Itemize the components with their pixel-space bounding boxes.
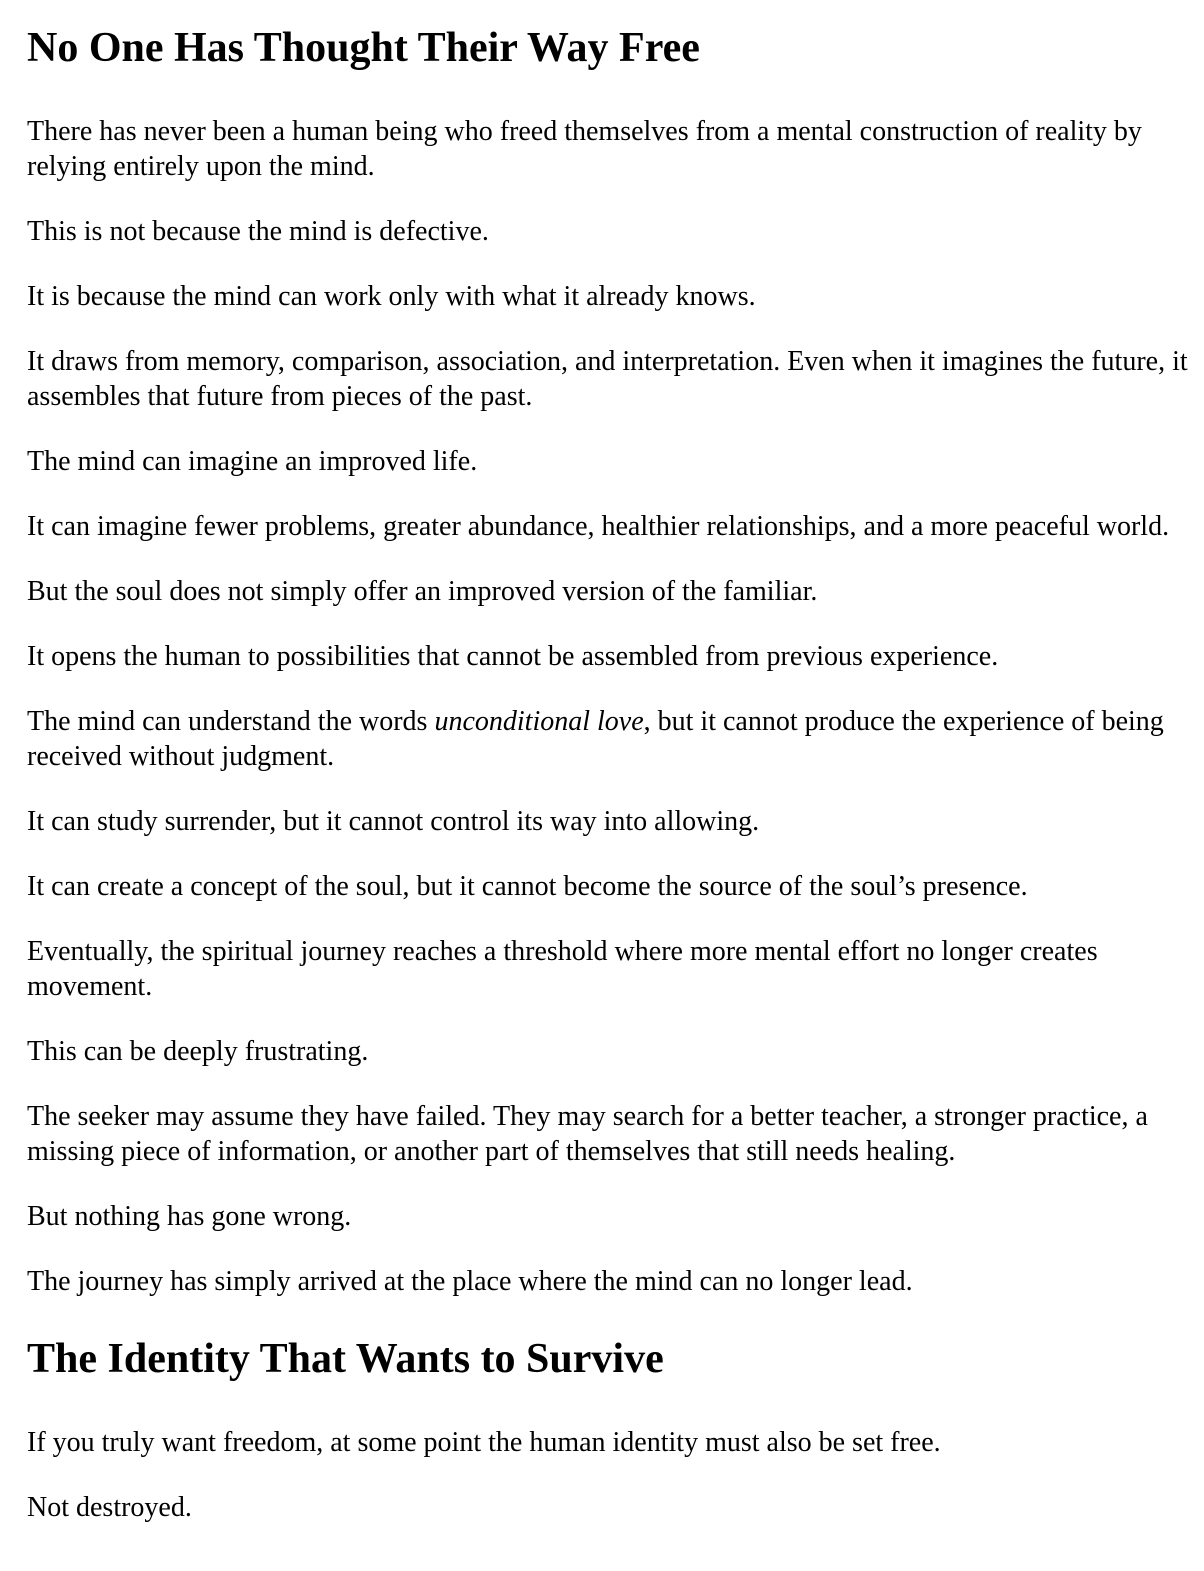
- paragraph: The journey has simply arrived at the place where the mind can no longer lead.: [27, 1266, 913, 1297]
- paragraph: Not destroyed.: [27, 1492, 192, 1523]
- paragraph: This can be deeply frustrating.: [27, 1036, 369, 1067]
- paragraph: There has never been a human being who freed themselves from a mental construction of reality by relying entirely upon the mind.: [27, 116, 1142, 182]
- article: [27, 18, 1190, 1525]
- paragraph-text: , but it cannot produce the experience of being received without judgment.: [27, 706, 1164, 772]
- paragraph-with-emphasis: [27, 704, 1190, 774]
- section-heading: The Identity That Wants to Survive: [27, 1336, 664, 1382]
- paragraph: It can create a concept of the soul, but it cannot become the source of the soul’s presence.: [27, 871, 1028, 902]
- paragraph: If you truly want freedom, at some point the human identity must also be set free.: [27, 1427, 941, 1458]
- paragraph: But nothing has gone wrong.: [27, 1201, 352, 1232]
- paragraph: But the soul does not simply offer an improved version of the familiar.: [27, 576, 818, 607]
- paragraph: It draws from memory, comparison, association, and interpretation. Even when it imagines the future, it assembles that future from pieces of the past.: [27, 346, 1188, 412]
- paragraph: It can study surrender, but it cannot control its way into allowing.: [27, 806, 760, 837]
- paragraph: The seeker may assume they have failed. They may search for a better teacher, a stronger practice, a missing piece of information, or another part of themselves that still needs healing.: [27, 1101, 1148, 1167]
- section-heading: No One Has Thought Their Way Free: [27, 25, 700, 71]
- paragraph: The mind can imagine an improved life.: [27, 446, 478, 477]
- paragraph: Eventually, the spiritual journey reaches a threshold where more mental effort no longer creates movement.: [27, 936, 1098, 1002]
- emphasis-text: unconditional love: [434, 706, 644, 737]
- paragraph: It opens the human to possibilities that cannot be assembled from previous experience.: [27, 641, 999, 672]
- paragraph: It is because the mind can work only with what it already knows.: [27, 281, 756, 312]
- paragraph-text: The mind can understand the words: [27, 706, 435, 737]
- paragraph: It can imagine fewer problems, greater abundance, healthier relationships, and a more peaceful world.: [27, 511, 1170, 542]
- paragraph: This is not because the mind is defective.: [27, 216, 489, 247]
